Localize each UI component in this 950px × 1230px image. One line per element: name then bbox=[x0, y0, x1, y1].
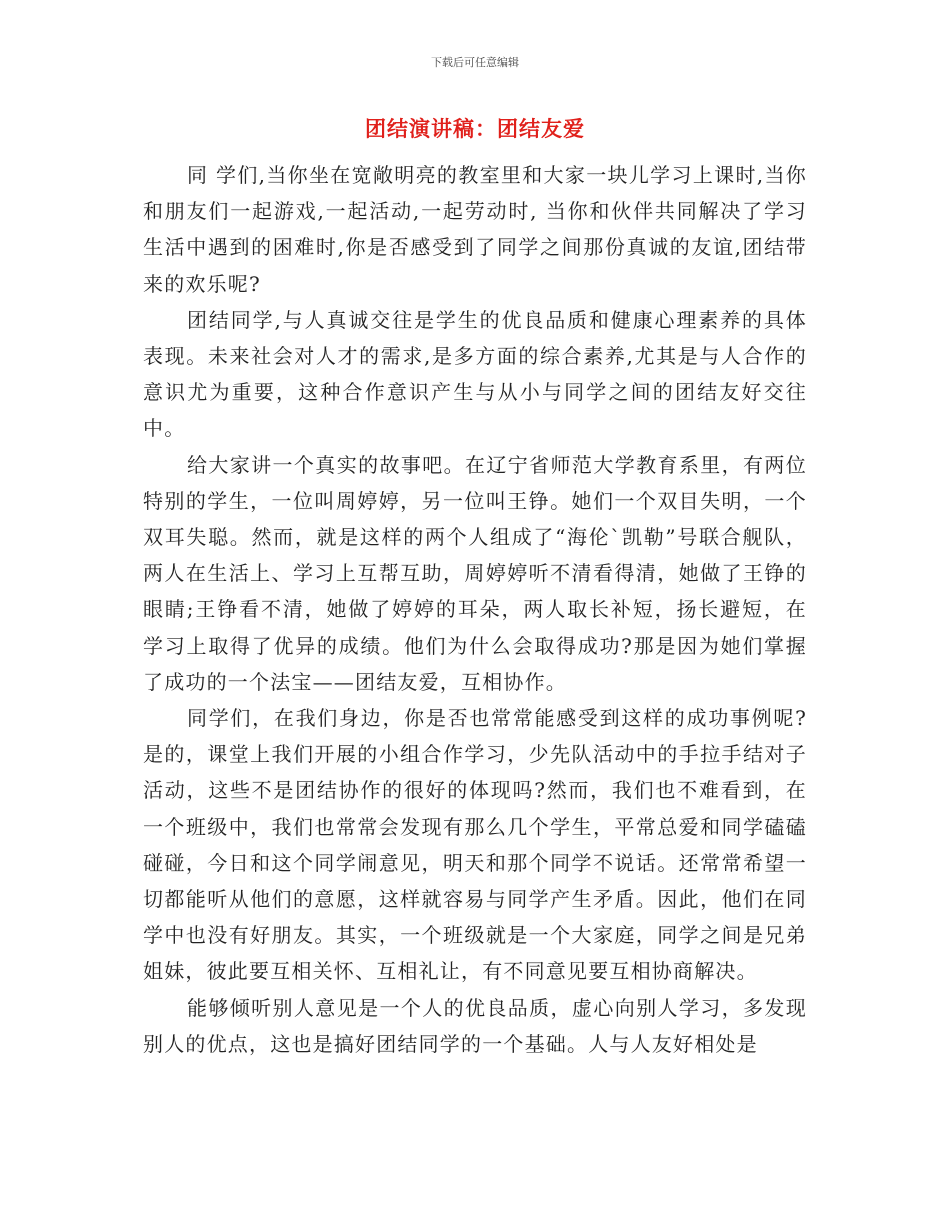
document-body bbox=[143, 157, 807, 1062]
header-note: 下载后可任意编辑 bbox=[431, 56, 519, 69]
paragraph: 能够倾听别人意见是一个人的优良品质，虚心向别人学习，多发现别人的优点，这也是搞好团结同学的一个基础。人与人友好相处是 bbox=[143, 995, 807, 1056]
paragraph: 同学们，在我们身边，你是否也常常能感受到这样的成功事例呢?是的，课堂上我们开展的小组合作学习，少先队活动中的手拉手结对子活动，这些不是团结协作的很好的体现吗?然而，我们也不难看到，在一个班级中，我们也常常会发现有那么几个学生，平常总爱和同学磕磕碰碰，今日和这个同学闹意见，明天和那个同学不说话。还常常希望一切都能听从他们的意愿，这样就容易与同学产生矛盾。因此，他们在同学中也没有好朋友。其实，一个班级就是一个大家庭，同学之间是兄弟姐妹，彼此要互相关怀、互相礼让，有不同意见要互相协商解决。 bbox=[143, 706, 807, 984]
document-title: 团结演讲稿：团结友爱 bbox=[365, 117, 585, 141]
paragraph: 同 学们,当你坐在宽敞明亮的教室里和大家一块儿学习上课时,当你和朋友们一起游戏,一起活动,一起劳动时, 当你和伙伴共同解决了学习生活中遇到的困难时,你是否感受到了同学之间那份真诚的友谊,团结带来的欢乐呢? bbox=[143, 163, 807, 296]
paragraph: 团结同学,与人真诚交往是学生的优良品质和健康心理素养的具体表现。未来社会对人才的需求,是多方面的综合素养,尤其是与人合作的意识尤为重要，这种合作意识产生与从小与同学之间的团结友好交往中。 bbox=[143, 307, 807, 441]
paragraph: 给大家讲一个真实的故事吧。在辽宁省师范大学教育系里，有两位特别的学生，一位叫周婷婷，另一位叫王铮。她们一个双目失明，一个双耳失聪。然而，就是这样的两个人组成了“海伦`凯勒”号联合舰队，两人在生活上、学习上互帮互助，周婷婷听不清看得清，她做了王铮的眼睛;王铮看不清，她做了婷婷的耳朵，两人取长补短，扬长避短，在学习上取得了优异的成绩。他们为什么会取得成功?那是因为她们掌握了成功的一个法宝——团结友爱，互相协作。 bbox=[143, 452, 807, 694]
